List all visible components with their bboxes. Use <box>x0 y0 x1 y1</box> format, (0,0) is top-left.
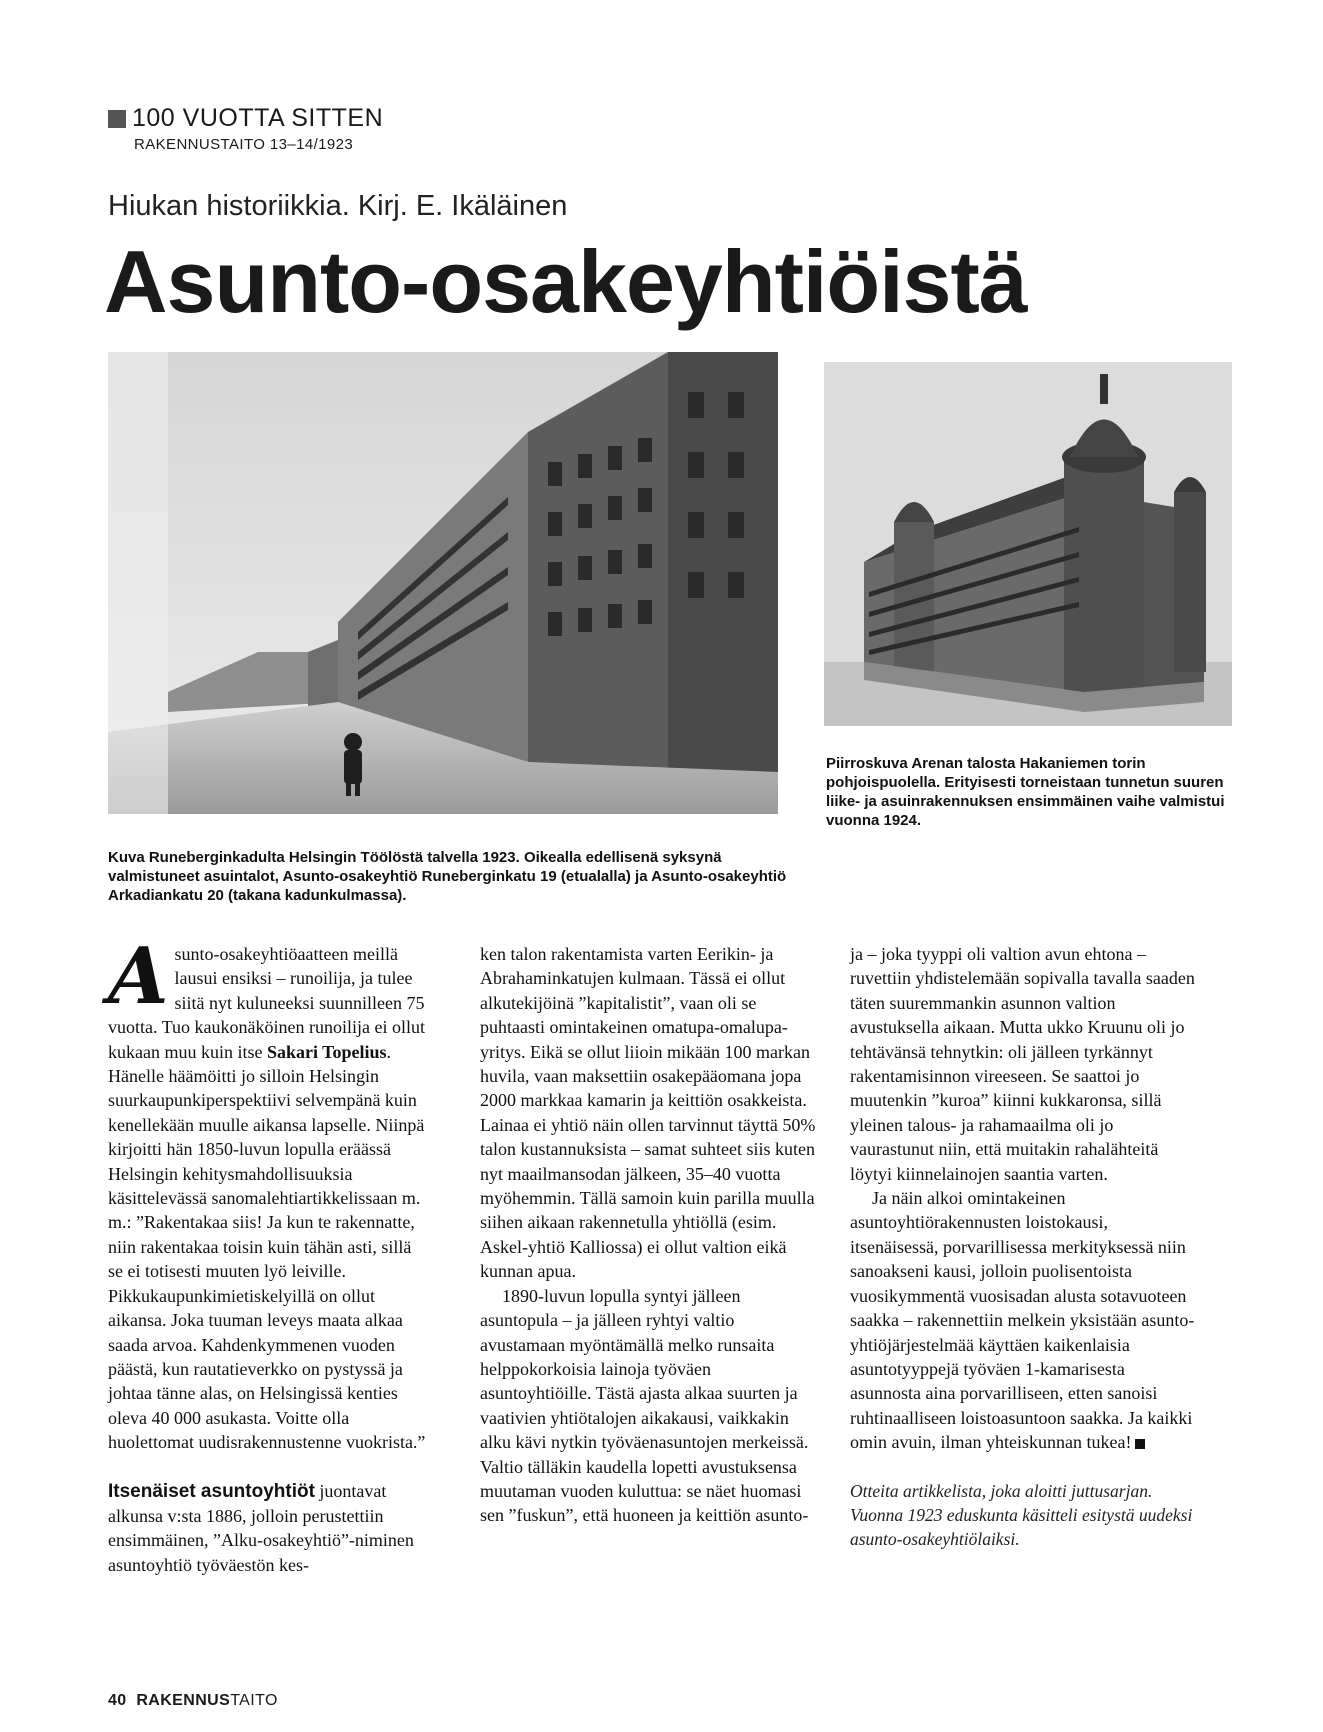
intro-text-end: . Hänelle häämöitti jo silloin Helsingin suurkaupunkiperspektiivi selvempänä kuin kenellekään muulle aikansa lapselle. Niinpä kirjoitti hän 1850-luvun lopulla eräässä Helsingin kehitysmahdollisuuksia käsittelevässä sanomalehtiartikkelissaan m. m.: ”Rakentakaa siis! Ja kun te rakennatte, niin rakentakaa toisin kuin tähän asti, sillä se ei totisesti muuten lyö leiville. Pikkukaupunkimietiskelyillä on ollut aikansa. Joka tuuman leveys maata alkaa saada arvoa. Kahdenkymmenen vuoden päästä, kun rautatieverkko on pystyssä ja johtaa tänne alas, on Helsingissä kenties oleva 40 000 asukasta. Voitte olla huolettomat uudisrakennustenne vuokrista.” <box>108 1041 426 1453</box>
section-label: 100 VUOTTA SITTEN <box>132 104 384 132</box>
intro-paragraph <box>108 931 428 1455</box>
brand-bold: RAKENNUS <box>136 1692 231 1709</box>
street-photo-caption: Kuva Runeberginkadulta Helsingin Töölöstä talvella 1923. Oikealla edellisenä syksynä valmistuneet asuintalot, Asunto-osakeyhtiö Runeberginkatu 19 (etualalla) ja Asunto-osakeyhtiö Arkadiankatu 20 (takana kadunkulmassa). <box>108 849 787 904</box>
col3-paragraph-2 <box>850 1186 1196 1454</box>
section-kicker <box>108 104 383 133</box>
intro-text-start: sunto-osakeyhtiöaatteen meillä lausui ensiksi – runoilija, ja tulee siitä nyt kuluneeksi suunnilleen 75 vuotta. Tuo kaukonäköinen runoilija ei ollut kukaan muu kuin itse <box>108 944 425 1062</box>
col3-paragraph-1: ja – joka tyyppi oli valtion avun ehtona – ruvettiin yhdistelemään sopivalla tavalla saaden täten suuremmankin asunnon valtion avustuksella aikaan. Mutta ukko Kruunu oli jo tehtävänsä tehnytkin: oli jälleen tyrkännyt rakentamisinnon vireeseen. Se saattoi jo muutenkin ”kuroa” kiinni kukkaronsa, sillä yleinen talous- ja rahamaailma oli jo vaurastunut niin, että muitakin rahalähteitä löytyi kiinnelainojen saantia varten. <box>850 944 1195 1184</box>
page-number: 40 <box>108 1692 127 1709</box>
second-section-text: juontavat alkunsa v:sta 1886, jolloin perustettiin ensimmäinen, ”Alku-osakeyhtiö”-niminen asuntoyhtiö työväestön kes- <box>108 1480 414 1575</box>
article-column-1 <box>108 931 428 1577</box>
end-mark-icon <box>1135 1439 1145 1449</box>
arena-building-illustration <box>824 362 1232 726</box>
second-section-paragraph <box>108 1479 428 1578</box>
street-photo <box>108 352 778 814</box>
section-subhead: Itsenäiset asuntoyhtiöt <box>108 1480 315 1502</box>
street-photo-illustration <box>108 352 778 814</box>
article-column-3 <box>850 942 1196 1551</box>
article-subtitle: Hiukan historiikkia. Kirj. E. Ikäläinen <box>108 190 568 222</box>
arena-building-drawing <box>824 362 1232 726</box>
issue-reference: RAKENNUSTAITO 13–14/1923 <box>134 136 354 153</box>
article-column-2 <box>480 942 818 1528</box>
page-footer <box>108 1692 278 1710</box>
col3-paragraph-2-text: Ja näin alkoi omintakeinen asuntoyhtiörakennusten loistokausi, itsenäisessä, porvarillisessa merkityksessä niin sanoakseni kausi, jolloin puolisentoista vuosikymmentä vuosisadan alusta sotavuoteen saakka – rakennettiin melkein yksistään asunto-yhtiöjärjestelmää käyttäen kaikenlaisia asuntotyyppejä työväen 1-kamarisesta asunnosta aina porvarilliseen, etten sanoisi ruhtinaalliseen loistoasuntoon saakka. Ja kaikki omin avuin, ilman yhteiskunnan tukea! <box>850 1188 1195 1453</box>
brand-light: TAITO <box>230 1692 278 1709</box>
arena-drawing-caption: Piirroskuva Arenan talosta Hakaniemen torin pohjoispuolella. Erityisesti torneistaan tunnetun suuren liike- ja asuinrakennuksen ensimmäinen vaihe valmistui vuonna 1924. <box>826 755 1225 829</box>
col2-paragraph-2: 1890-luvun lopulla syntyi jälleen asuntopula – ja jälleen ryhtyi valtio avustamaan myöntämällä melko runsaita helppokorkoisia lainoja työväen asuntoyhtiöille. Tästä ajasta alkaa suurten ja vaativien yhtiötalojen aikakausi, vaikkakin alku kävi nytkin työväenasuntojen merkeissä. Valtio tälläkin kaudella lopetti avustuksensa muutaman vuoden kuluttua: se näet huomasi sen ”fuskun”, että huoneen ja keittiön asunto- <box>480 1285 809 1526</box>
col2-paragraph-1: ken talon rakentamista varten Eerikin- ja Abrahaminkatujen kulmaan. Tässä ei ollut alkutekijöinä ”kapitalistit”, vaan oli se puhtaasti omintakeinen omatupa-omalupa-yritys. Eikä se ollut liioin mikään 100 markan huvila, vaan maksettiin osakepääomana jopa 2000 markkaa kamarin ja keittiön osakkeista. Lainaa ei yhtiö näin ollen tarvinnut täyttä 50% talon kustannuksista – samat suhteet siis kuten nyt maailmansodan jälkeen, 35–40 vuotta myöhemmin. Tällä samoin kuin parilla muulla siihen aikaan rakennetulla yhtiöllä (esim. Askel-yhtiö Kalliossa) ei ollut valtion eikä kunnan apua. <box>480 944 816 1282</box>
square-bullet-icon <box>108 110 126 128</box>
drop-cap: A <box>108 931 169 1022</box>
topelius-name: Sakari Topelius <box>266 1041 387 1062</box>
editor-note: Otteita artikkelista, joka aloitti juttusarjan. Vuonna 1923 eduskunta käsitteli esitystä uudeksi asunto-osakeyhtiölaiksi. <box>850 1480 1193 1549</box>
article-title: Asunto-osakeyhtiöistä <box>104 232 1027 331</box>
